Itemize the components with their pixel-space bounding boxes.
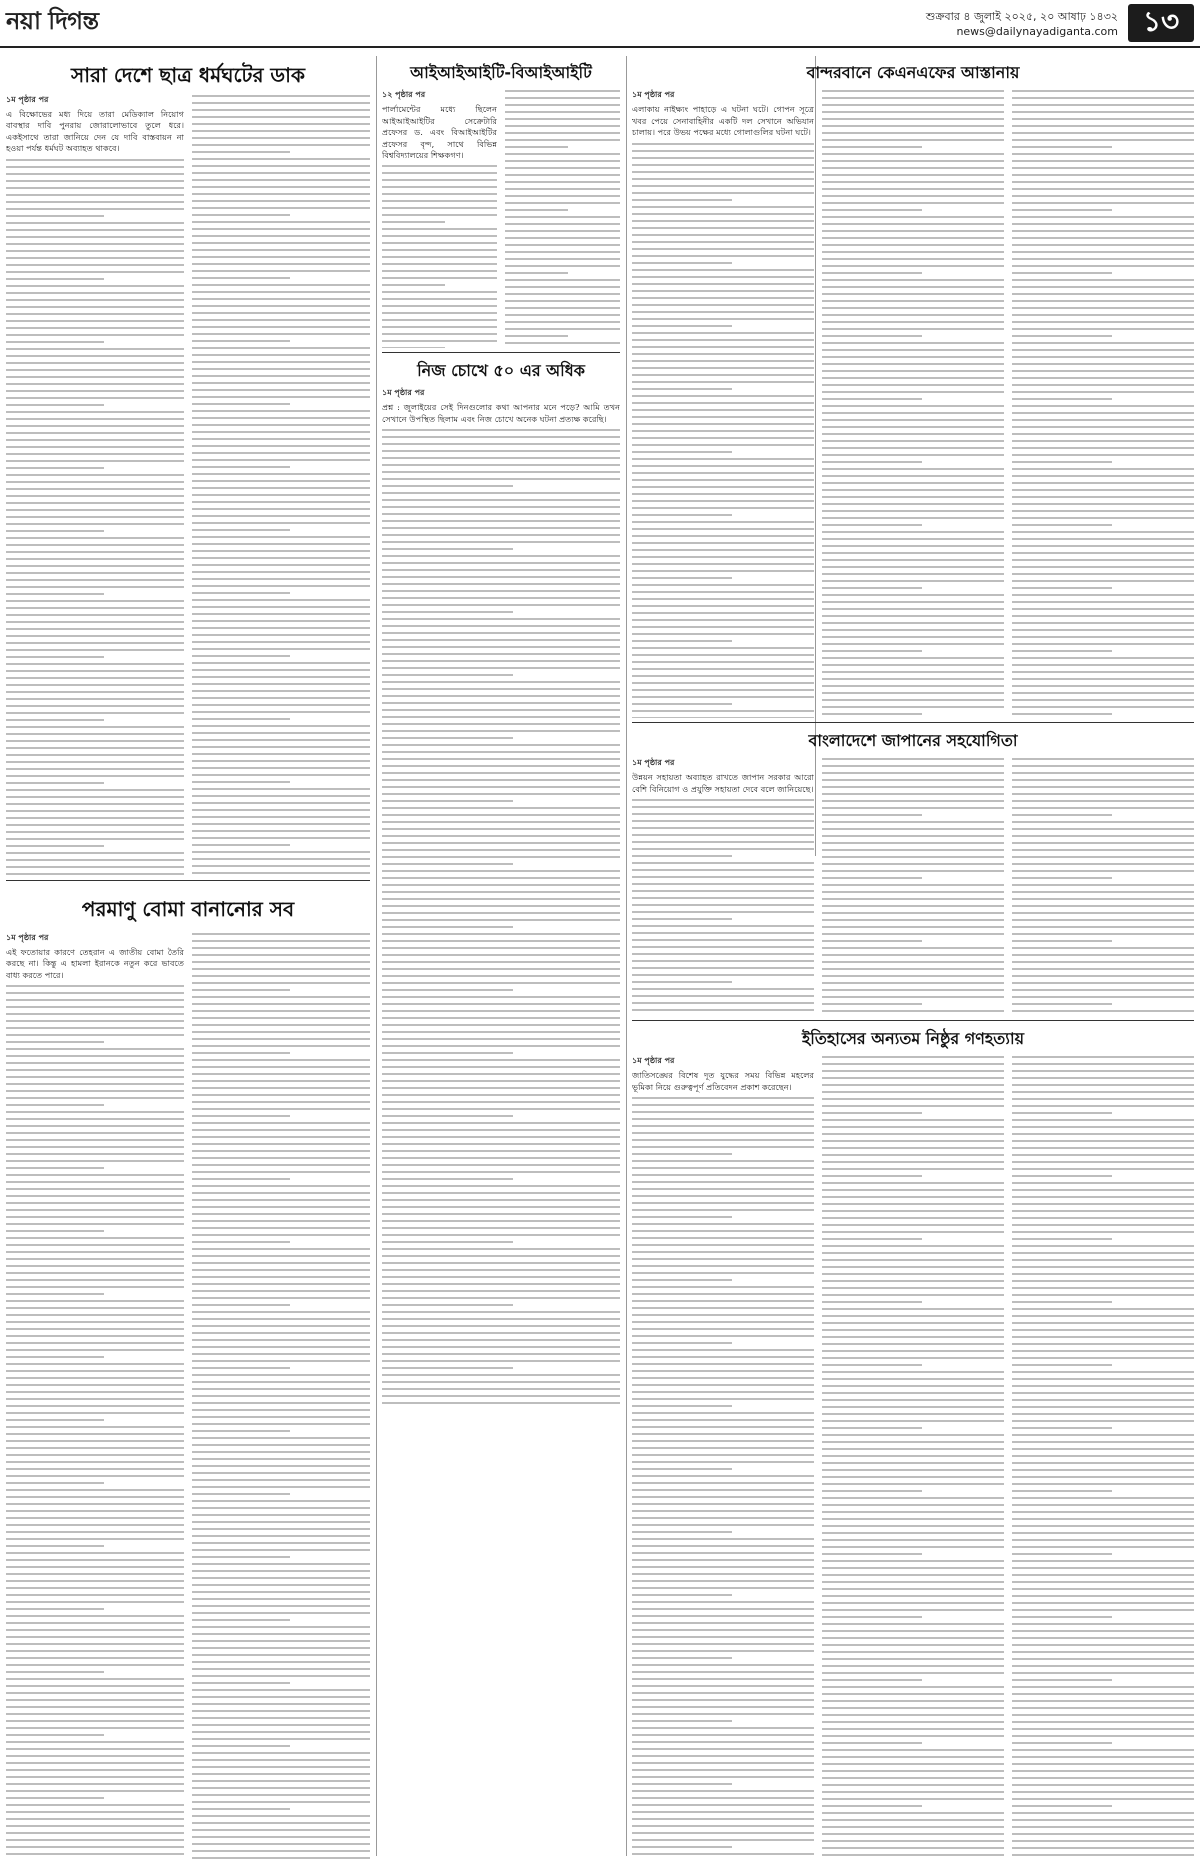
section-divider bbox=[632, 722, 1194, 723]
article-body bbox=[822, 1056, 1004, 1860]
article-body bbox=[192, 95, 370, 878]
column-divider bbox=[626, 56, 627, 1856]
article-headline: বান্দরবানে কেএনএফের আস্তানায় bbox=[806, 63, 1020, 82]
newspaper-logo[interactable] bbox=[6, 6, 99, 40]
column-divider bbox=[376, 56, 377, 1856]
article-headline: নিজ চোখে ৫০ এর অধিক bbox=[417, 361, 585, 380]
masthead bbox=[0, 0, 1200, 48]
article-body bbox=[1012, 90, 1194, 718]
article-body bbox=[6, 159, 184, 878]
article-bandarban bbox=[632, 58, 1194, 718]
continuation-label: ১ম পৃষ্ঠার পর bbox=[632, 758, 675, 768]
article-body bbox=[632, 143, 814, 718]
article-body bbox=[1012, 1056, 1194, 1860]
continuation-label: ১ম পৃষ্ঠার পর bbox=[382, 388, 425, 398]
article-body bbox=[382, 429, 620, 1404]
section-divider bbox=[382, 352, 620, 353]
newsroom-email[interactable]: news@dailynayadiganta.com bbox=[956, 25, 1118, 38]
article-eyewitness bbox=[382, 356, 620, 1860]
article-student-strike bbox=[6, 58, 370, 878]
continuation-label: ১২ পৃষ্ঠার পর bbox=[382, 90, 426, 100]
issue-date: শুক্রবার ৪ জুলাই ২০২৫, ২০ আষাঢ় ১৪৩২ bbox=[925, 10, 1118, 23]
article-body bbox=[1012, 758, 1194, 1016]
article-headline: আইআইআইটি-বিআইআইটি bbox=[410, 63, 592, 82]
article-iiit-biit bbox=[382, 58, 620, 348]
continuation-label: ১ম পৃষ্ঠার পর bbox=[632, 1056, 675, 1066]
article-body bbox=[822, 758, 1004, 1016]
page-number-badge: ১৩ bbox=[1128, 4, 1194, 42]
article-body bbox=[192, 933, 370, 1860]
article-atomic-bomb bbox=[6, 884, 370, 1860]
article-body bbox=[632, 799, 814, 1016]
continuation-label: ১ম পৃষ্ঠার পর bbox=[6, 933, 49, 942]
article-body bbox=[822, 90, 1004, 718]
article-lead: প্রশ্ন : জুলাইয়ের সেই দিনগুলোর কথা আপনার মনে পড়ে? আমি তখন সেখানে উপস্থিত ছিলাম এবং নিজ চোখে অনেক ঘটনা প্রত্যক্ষ করেছি। bbox=[382, 402, 620, 424]
article-lead: এই ফতোয়ার কারণে তেহরান এ জাতীয় বোমা তৈরি করছে না। কিন্তু এ হামলা ইরানকে নতুন করে ভাবতে বাধ্য করতে পারে। bbox=[6, 947, 184, 980]
article-headline: সারা দেশে ছাত্র ধর্মঘটের ডাক bbox=[71, 63, 305, 87]
article-lead: এ বিক্ষোভের মধ্য দিয়ে তারা মেডিক্যাল নিয়োগ বাবস্থার দাবি পুনরায় জোরালোভাবে তুলে ধরে। একইসাথে তারা জানিয়ে দেন যে দাবি বাস্তবায়ন না হওয়া পর্যন্ত ধর্মঘট অব্যাহত থাকবে। bbox=[6, 109, 184, 154]
section-divider bbox=[6, 880, 370, 881]
article-body bbox=[6, 985, 184, 1860]
article-headline: বাংলাদেশে জাপানের সহযোগিতা bbox=[808, 731, 1018, 750]
article-lead: পার্লামেন্টের মধ্যে ছিলেন আইআইআইটির সেক্রেটারি প্রফেসর ড. এবং বিআইআইটির প্রফেসর বৃন্দ, সাথে বিভিন্ন বিশ্ববিদ্যালয়ের শিক্ষকগণ। bbox=[382, 104, 497, 161]
article-headline: পরমাণু বোমা বানানোর সব bbox=[81, 897, 295, 921]
article-japan-cooperation bbox=[632, 726, 1194, 1016]
continuation-label: ১ম পৃষ্ঠার পর bbox=[632, 90, 675, 100]
article-lead: এলাকায় নাইক্ষ্যং পাহাড়ে এ ঘটনা ঘটে। গোপন সূত্রে খবর পেয়ে সেনাবাহিনীর একটি দল সেখানে অভিযান চালায়। পরে উভয় পক্ষের মধ্যে গোলাগুলির ঘটনা ঘটে। bbox=[632, 104, 814, 138]
article-body bbox=[505, 90, 620, 348]
continuation-label: ১ম পৃষ্ঠার পর bbox=[6, 95, 49, 104]
article-lead: জাতিসঙ্ঘের বিশেষ দূত যুদ্ধের সময় বিভিন্ন মহলের ভূমিকা নিয়ে গুরুত্বপূর্ণ প্রতিবেদন প্রকাশ করেছেন। bbox=[632, 1070, 814, 1092]
article-body bbox=[382, 165, 497, 348]
logo-text: নয়া দিগন্ত bbox=[6, 7, 99, 35]
article-headline: ইতিহাসের অন্যতম নিষ্ঠুর গণহত্যায় bbox=[801, 1029, 1025, 1048]
article-lead: উন্নয়ন সহায়তা অব্যাহত রাখতে জাপান সরকার আরো বেশি বিনিয়োগ ও প্রযুক্তি সহায়তা দেবে বলে জানিয়েছে। bbox=[632, 772, 814, 794]
article-genocide bbox=[632, 1024, 1194, 1860]
section-divider bbox=[632, 1020, 1194, 1021]
article-body bbox=[632, 1097, 814, 1860]
